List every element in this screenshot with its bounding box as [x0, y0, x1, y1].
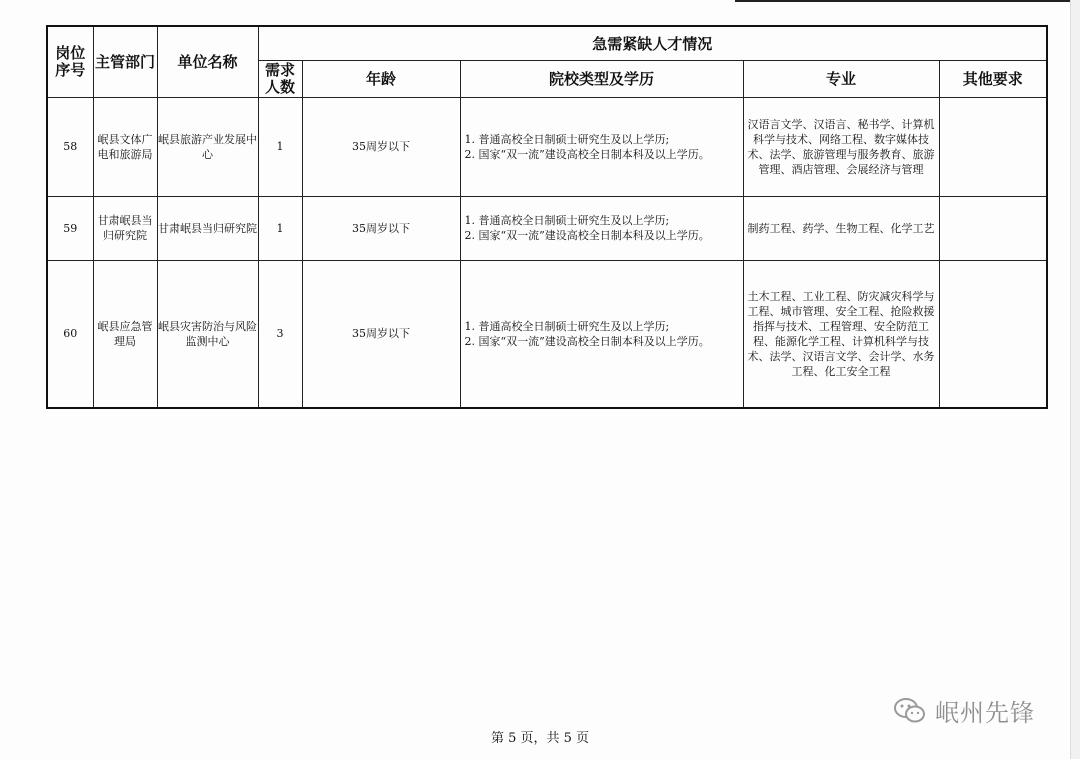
table-row — [47, 196, 1047, 260]
row-major: 制药工程、药学、生物工程、化学工艺 — [743, 196, 939, 260]
row-seq: 59 — [47, 196, 93, 260]
row-unit: 甘肃岷县当归研究院 — [157, 196, 258, 260]
wechat-icon — [893, 697, 927, 725]
watermark-text: 岷州先锋 — [935, 699, 1035, 727]
header-count: 需求人数 — [258, 60, 302, 97]
row-edu — [460, 97, 743, 196]
row-age: 35周岁以下 — [302, 196, 460, 260]
row-dept: 岷县应急管理局 — [93, 260, 157, 408]
row-age: 35周岁以下 — [302, 260, 460, 408]
table-row — [47, 97, 1047, 196]
edu-line-1: 1. 普通高校全日制硕士研究生及以上学历; — [464, 319, 670, 333]
talent-table — [46, 25, 1048, 409]
row-other — [939, 260, 1047, 408]
table-row — [47, 260, 1047, 408]
row-count: 1 — [258, 97, 302, 196]
page-number: 第 5 页，共 5 页 — [490, 731, 590, 746]
header-group: 急需紧缺人才情况 — [258, 26, 1047, 60]
row-major: 汉语言文学、汉语言、秘书学、计算机科学与技术、网络工程、数字媒体技术、法学、旅游管理与服务教育、旅游管理、酒店管理、会展经济与管理 — [743, 97, 939, 196]
row-count: 3 — [258, 260, 302, 408]
row-major: 土木工程、工业工程、防灾减灾科学与工程、城市管理、安全工程、抢险救援指挥与技术、工程管理、安全防范工程、能源化学工程、计算机科学与技术、法学、汉语言文学、会计学、水务工程、化工安全工程 — [743, 260, 939, 408]
row-edu — [460, 196, 743, 260]
row-count: 1 — [258, 196, 302, 260]
row-other — [939, 196, 1047, 260]
row-edu — [460, 260, 743, 408]
edu-line-2: 2. 国家“双一流”建设高校全日制本科及以上学历。 — [464, 229, 710, 242]
watermark — [893, 693, 1035, 728]
edu-line-2: 2. 国家“双一流”建设高校全日制本科及以上学历。 — [464, 147, 710, 161]
header-edu: 院校类型及学历 — [460, 60, 743, 97]
row-age: 35周岁以下 — [302, 97, 460, 196]
top-rule — [735, 0, 1080, 2]
header-major: 专业 — [743, 60, 939, 97]
header-other: 其他要求 — [939, 60, 1047, 97]
row-dept: 岷县文体广电和旅游局 — [93, 97, 157, 196]
edu-line-2: 2. 国家“双一流”建设高校全日制本科及以上学历。 — [464, 334, 710, 348]
row-unit: 岷县灾害防治与风险监测中心 — [157, 260, 258, 408]
row-dept: 甘肃岷县当归研究院 — [93, 196, 157, 260]
row-seq: 58 — [47, 97, 93, 196]
header-seq: 岗位序号 — [47, 26, 93, 97]
row-unit: 岷县旅游产业发展中心 — [157, 97, 258, 196]
edu-line-1: 1. 普通高校全日制硕士研究生及以上学历; — [464, 214, 670, 227]
row-other — [939, 97, 1047, 196]
header-dept: 主管部门 — [93, 26, 157, 97]
page-edge — [1070, 0, 1080, 759]
edu-line-1: 1. 普通高校全日制硕士研究生及以上学历; — [464, 132, 670, 146]
header-age: 年龄 — [302, 60, 460, 97]
header-unit: 单位名称 — [157, 26, 258, 97]
row-seq: 60 — [47, 260, 93, 408]
